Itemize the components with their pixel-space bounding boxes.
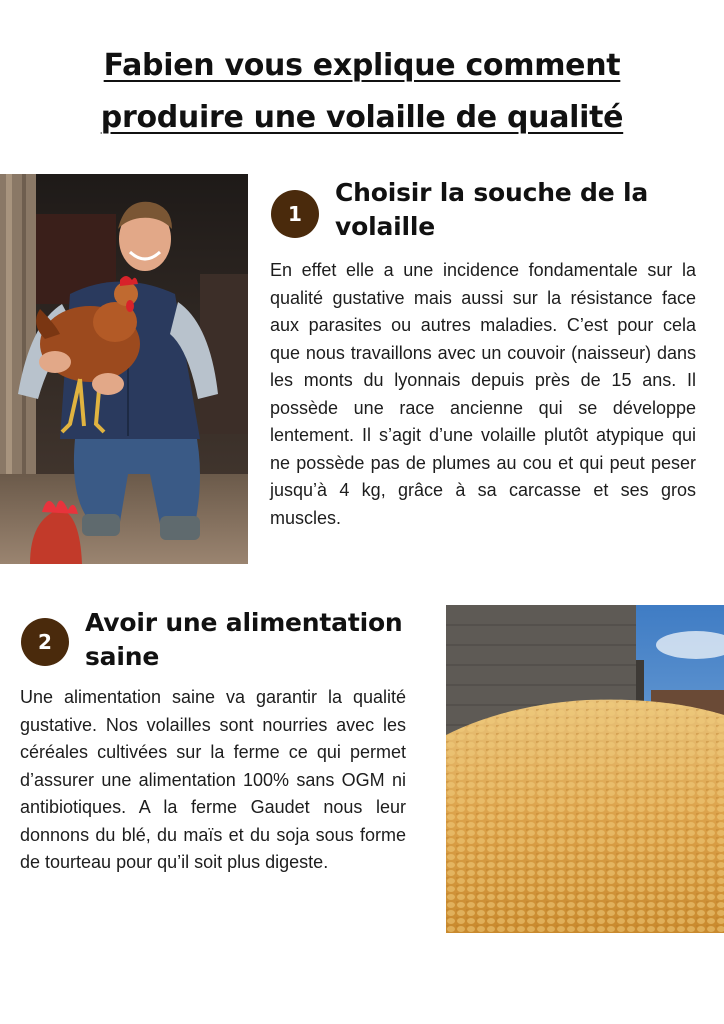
step-2-heading: Avoir une alimentation saine xyxy=(85,608,403,671)
title-line-2: produire une volaille de qualité xyxy=(100,100,624,135)
step-2-text: Une alimentation saine va garantir la qualité gustative. Nos volailles sont nourries avec les céréales cultivées sur la ferme ce qui permet d’assurer une alimentation 100% sans OGM ni antibiotiques. A la ferme Gaudet nous leur donnons du blé, du maïs et du soja sous forme de tourteau pour qu’il soit plus digeste. xyxy=(20,687,406,872)
farmer-with-hen-photo xyxy=(0,174,248,564)
step-2-number: 2 xyxy=(38,630,52,654)
step-1-heading: Choisir la souche de la volaille xyxy=(335,178,649,241)
title-line-1: Fabien vous explique comment xyxy=(103,48,621,83)
page-title xyxy=(30,40,694,144)
step-1-badge xyxy=(271,190,319,238)
step-1-number: 1 xyxy=(288,202,302,226)
step-1-text: En effet elle a une incidence fondamentale sur la qualité gustative mais aussi sur la résistance face aux parasites ou autres maladies. C’est pour cela que nous travaillons avec un couvoir (naisseur) dans les monts du lyonnais depuis près de 15 ans. Il possède une race ancienne qui se développe lentement. Il s’agit d’une volaille plutôt atypique qui ne possède pas de plumes au cou et qui peut peser jusqu’à 4 kg, grâce à sa carcasse et ses gros muscles. xyxy=(270,260,696,528)
corn-grain-pile-photo xyxy=(446,605,724,933)
step-2-badge xyxy=(21,618,69,666)
